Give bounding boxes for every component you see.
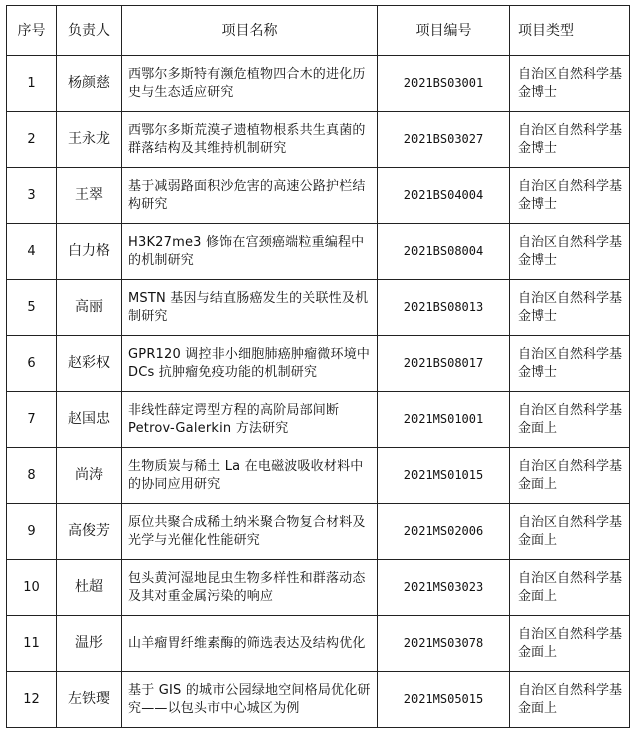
cell-owner bbox=[57, 112, 122, 168]
cell-owner bbox=[57, 560, 122, 616]
table-body bbox=[7, 56, 630, 728]
cell-project-name bbox=[122, 224, 378, 280]
cell-project-type-text: 自治区自然科学基金博士 bbox=[518, 234, 623, 268]
cell-project-code-text: 2021MS03078 bbox=[403, 636, 484, 650]
cell-project-type bbox=[510, 560, 630, 616]
cell-index: 12 bbox=[7, 672, 57, 728]
cell-project-name bbox=[122, 560, 378, 616]
cell-project-code-text: 2021MS05015 bbox=[403, 692, 484, 706]
cell-index: 6 bbox=[7, 336, 57, 392]
cell-project-type bbox=[510, 112, 630, 168]
cell-index: 10 bbox=[7, 560, 57, 616]
header-project-name: 项目名称 bbox=[122, 6, 378, 56]
cell-project-type bbox=[510, 280, 630, 336]
table-row bbox=[7, 280, 630, 336]
cell-project-type-text: 自治区自然科学基金博士 bbox=[518, 66, 623, 100]
cell-owner bbox=[57, 448, 122, 504]
cell-project-code bbox=[378, 616, 510, 672]
table-row bbox=[7, 168, 630, 224]
cell-owner-text: 高俊芳 bbox=[68, 523, 110, 539]
cell-project-code-text: 2021BS03027 bbox=[403, 132, 484, 146]
cell-project-name-text: 包头黄河湿地昆虫生物多样性和群落动态及其对重金属污染的响应 bbox=[128, 570, 366, 604]
cell-project-type bbox=[510, 672, 630, 728]
cell-owner bbox=[57, 336, 122, 392]
cell-owner-text: 杨颜慈 bbox=[68, 75, 110, 91]
cell-index: 7 bbox=[7, 392, 57, 448]
cell-project-name-text: 西鄂尔多斯特有濒危植物四合木的进化历史与生态适应研究 bbox=[128, 66, 366, 100]
cell-project-code-text: 2021BS08004 bbox=[403, 244, 484, 258]
cell-owner bbox=[57, 280, 122, 336]
cell-project-type bbox=[510, 336, 630, 392]
cell-project-code-text: 2021BS03001 bbox=[403, 76, 484, 90]
cell-project-code bbox=[378, 56, 510, 112]
cell-project-type-text: 自治区自然科学基金面上 bbox=[518, 514, 623, 548]
cell-project-name bbox=[122, 56, 378, 112]
cell-project-name bbox=[122, 504, 378, 560]
cell-project-type-text: 自治区自然科学基金博士 bbox=[518, 346, 623, 380]
cell-project-code-text: 2021BS08013 bbox=[403, 300, 484, 314]
cell-index: 4 bbox=[7, 224, 57, 280]
cell-index: 2 bbox=[7, 112, 57, 168]
cell-project-code bbox=[378, 280, 510, 336]
cell-project-type bbox=[510, 504, 630, 560]
cell-owner-text: 温彤 bbox=[75, 635, 103, 651]
cell-project-name-text: 基于 GIS 的城市公园绿地空间格局优化研究——以包头市中心城区为例 bbox=[128, 682, 371, 716]
table-row bbox=[7, 392, 630, 448]
cell-project-code bbox=[378, 504, 510, 560]
cell-index: 5 bbox=[7, 280, 57, 336]
cell-project-code bbox=[378, 560, 510, 616]
cell-owner bbox=[57, 616, 122, 672]
table-row bbox=[7, 504, 630, 560]
cell-project-code-text: 2021MS02006 bbox=[403, 524, 484, 538]
cell-project-type-text: 自治区自然科学基金面上 bbox=[518, 458, 623, 492]
cell-project-type bbox=[510, 224, 630, 280]
cell-owner bbox=[57, 672, 122, 728]
cell-index: 1 bbox=[7, 56, 57, 112]
cell-project-name-text: 山羊瘤胃纤维素酶的筛选表达及结构优化 bbox=[128, 635, 366, 651]
cell-owner-text: 王翠 bbox=[75, 187, 103, 203]
header-project-type-label: 项目类型 bbox=[518, 22, 574, 39]
cell-project-name-text: H3K27me3 修饰在宫颈癌端粒重编程中的机制研究 bbox=[128, 234, 365, 268]
header-index: 序号 bbox=[7, 6, 57, 56]
cell-index: 3 bbox=[7, 168, 57, 224]
cell-project-type-text: 自治区自然科学基金面上 bbox=[518, 626, 623, 660]
cell-project-type-text: 自治区自然科学基金博士 bbox=[518, 290, 623, 324]
cell-project-type-text: 自治区自然科学基金面上 bbox=[518, 682, 623, 716]
cell-owner-text: 赵国忠 bbox=[68, 411, 110, 427]
cell-index: 11 bbox=[7, 616, 57, 672]
table-row bbox=[7, 112, 630, 168]
table-row bbox=[7, 56, 630, 112]
cell-owner-text: 尚涛 bbox=[75, 467, 103, 483]
cell-project-type-text: 自治区自然科学基金面上 bbox=[518, 402, 623, 436]
cell-owner bbox=[57, 224, 122, 280]
table-row bbox=[7, 616, 630, 672]
projects-table bbox=[6, 5, 630, 728]
cell-project-code bbox=[378, 392, 510, 448]
cell-project-code bbox=[378, 112, 510, 168]
header-owner: 负责人 bbox=[57, 6, 122, 56]
cell-project-code bbox=[378, 224, 510, 280]
table-header bbox=[7, 6, 630, 56]
table-row bbox=[7, 560, 630, 616]
cell-project-code-text: 2021MS01001 bbox=[403, 412, 484, 426]
cell-owner-text: 左铁璎 bbox=[68, 691, 110, 707]
cell-project-code-text: 2021MS01015 bbox=[403, 468, 484, 482]
cell-project-code-text: 2021MS03023 bbox=[403, 580, 484, 594]
header-project-type bbox=[510, 6, 630, 56]
cell-project-code bbox=[378, 336, 510, 392]
cell-project-type bbox=[510, 392, 630, 448]
cell-owner bbox=[57, 392, 122, 448]
cell-project-name bbox=[122, 672, 378, 728]
cell-project-name bbox=[122, 112, 378, 168]
cell-project-name bbox=[122, 336, 378, 392]
cell-project-type bbox=[510, 448, 630, 504]
cell-project-name bbox=[122, 448, 378, 504]
cell-project-code bbox=[378, 672, 510, 728]
cell-index: 8 bbox=[7, 448, 57, 504]
cell-project-name-text: MSTN 基因与结直肠癌发生的关联性及机制研究 bbox=[128, 290, 369, 324]
cell-project-type bbox=[510, 56, 630, 112]
table-row bbox=[7, 448, 630, 504]
cell-project-name bbox=[122, 616, 378, 672]
cell-project-type-text: 自治区自然科学基金博士 bbox=[518, 122, 623, 156]
cell-project-code bbox=[378, 448, 510, 504]
cell-owner-text: 杜超 bbox=[75, 579, 103, 595]
cell-project-type bbox=[510, 616, 630, 672]
cell-owner bbox=[57, 168, 122, 224]
cell-owner-text: 王永龙 bbox=[68, 131, 110, 147]
cell-owner-text: 白力格 bbox=[68, 243, 110, 259]
cell-index: 9 bbox=[7, 504, 57, 560]
cell-project-name-text: GPR120 调控非小细胞肺癌肿瘤微环境中 DCs 抗肿瘤免疫功能的机制研究 bbox=[128, 346, 371, 380]
cell-project-name bbox=[122, 392, 378, 448]
cell-project-name bbox=[122, 168, 378, 224]
cell-project-type-text: 自治区自然科学基金面上 bbox=[518, 570, 623, 604]
cell-project-code-text: 2021BS08017 bbox=[403, 356, 484, 370]
cell-project-name-text: 基于减弱路面积沙危害的高速公路护栏结构研究 bbox=[128, 178, 366, 212]
cell-project-name-text: 原位共聚合成稀土纳米聚合物复合材料及光学与光催化性能研究 bbox=[128, 514, 366, 548]
table-row bbox=[7, 336, 630, 392]
cell-project-name bbox=[122, 280, 378, 336]
cell-owner-text: 高丽 bbox=[75, 299, 103, 315]
cell-project-type-text: 自治区自然科学基金博士 bbox=[518, 178, 623, 212]
cell-owner bbox=[57, 504, 122, 560]
table-row bbox=[7, 672, 630, 728]
header-project-code: 项目编号 bbox=[378, 6, 510, 56]
cell-project-name-text: 非线性薛定谔型方程的高阶局部间断 Petrov-Galerkin 方法研究 bbox=[128, 402, 340, 436]
cell-project-code bbox=[378, 168, 510, 224]
cell-project-name-text: 生物质炭与稀土 La 在电磁波吸收材料中的协同应用研究 bbox=[128, 458, 364, 492]
table-row bbox=[7, 224, 630, 280]
cell-owner bbox=[57, 56, 122, 112]
cell-project-type bbox=[510, 168, 630, 224]
cell-owner-text: 赵彩权 bbox=[68, 355, 110, 371]
header-row bbox=[7, 6, 630, 56]
cell-project-code-text: 2021BS04004 bbox=[403, 188, 484, 202]
cell-project-name-text: 西鄂尔多斯荒漠孑遗植物根系共生真菌的群落结构及其维持机制研究 bbox=[128, 122, 366, 156]
